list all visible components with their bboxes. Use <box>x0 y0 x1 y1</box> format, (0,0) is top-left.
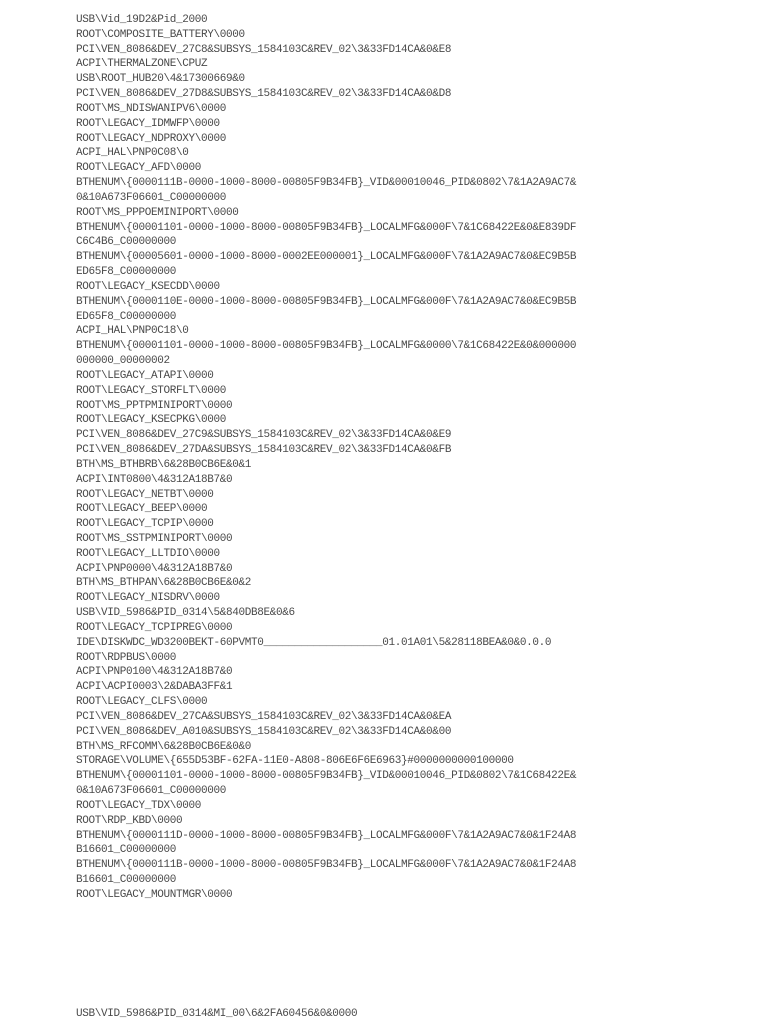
device-id-line: ROOT\LEGACY_TDX\0000 <box>76 799 202 812</box>
device-id-line: 0&10A673F06601_C00000000 <box>76 191 227 204</box>
device-id-line: B16601_C00000000 <box>76 844 177 857</box>
device-id-line: ROOT\LEGACY_ATAPI\0000 <box>76 369 214 382</box>
device-id-line: BTHENUM\{0000111B-0000-1000-8000-00805F9B34FB}_LOCALMFG&000F\7&1A2A9AC7&0&1F24A8 <box>76 859 577 872</box>
device-id-list <box>76 13 756 903</box>
device-id-line: BTHENUM\{0000110E-0000-1000-8000-00805F9B34FB}_LOCALMFG&000F\7&1A2A9AC7&0&EC9B5B <box>76 295 577 308</box>
device-id-line: ROOT\MS_NDISWANIPV6\0000 <box>76 102 227 115</box>
device-id-line: ACPI\PNP0000\4&312A18B7&0 <box>76 562 233 575</box>
device-id-line: ROOT\MS_PPPOEMINIPORT\0000 <box>76 206 239 219</box>
device-id-line: ED65F8_C00000000 <box>76 310 177 323</box>
device-id-line: BTH\MS_BTHPAN\6&28B0CB6E&0&2 <box>76 577 252 590</box>
device-id-line: PCI\VEN_8086&DEV_27C9&SUBSYS_1584103C&REV_02\3&33FD14CA&0&E9 <box>76 429 452 442</box>
device-id-line: BTHENUM\{0000111D-0000-1000-8000-00805F9B34FB}_LOCALMFG&000F\7&1A2A9AC7&0&1F24A8 <box>76 829 577 842</box>
device-id-line: ACPI\THERMALZONE\CPUZ <box>76 58 208 71</box>
device-id-line: ROOT\MS_PPTPMINIPORT\0000 <box>76 399 233 412</box>
device-id-line: BTH\MS_BTHBRB\6&28B0CB6E&0&1 <box>76 458 252 471</box>
device-id-line: ROOT\LEGACY_IDMWFP\0000 <box>76 117 220 130</box>
device-id-line: ROOT\MS_SSTPMINIPORT\0000 <box>76 532 233 545</box>
device-id-line: ROOT\RDPBUS\0000 <box>76 651 177 664</box>
device-id-line: ROOT\LEGACY_AFD\0000 <box>76 162 202 175</box>
device-id-line: ROOT\LEGACY_KSECPKG\0000 <box>76 414 227 427</box>
device-id-line: BTHENUM\{0000111B-0000-1000-8000-00805F9B34FB}_VID&00010046_PID&0802\7&1A2A9AC7& <box>76 177 577 190</box>
device-id-line: ROOT\RDP_KBD\0000 <box>76 814 183 827</box>
device-id-line: ROOT\LEGACY_STORFLT\0000 <box>76 384 227 397</box>
device-id-line: PCI\VEN_8086&DEV_27C8&SUBSYS_1584103C&REV_02\3&33FD14CA&0&E8 <box>76 43 452 56</box>
device-id-line: ROOT\LEGACY_TCPIPREG\0000 <box>76 621 233 634</box>
device-id-line: USB\VID_5986&PID_0314\5&840DB8E&0&6 <box>76 607 295 620</box>
device-id-line: ROOT\LEGACY_NETBT\0000 <box>76 488 214 501</box>
device-id-line: B16601_C00000000 <box>76 874 177 887</box>
footer-device-id: USB\VID_5986&PID_0314&MI_00\6&2FA60456&0&0000 <box>76 1008 358 1020</box>
device-id-line: ROOT\LEGACY_TCPIP\0000 <box>76 518 214 531</box>
device-id-line: BTHENUM\{00005601-0000-1000-8000-0002EE000001}_LOCALMFG&000F\7&1A2A9AC7&0&EC9B5B <box>76 251 577 264</box>
device-id-line: STORAGE\VOLUME\{655D53BF-62FA-11E0-A808-806E6F6E6963}#0000000000100000 <box>76 755 514 768</box>
device-id-line: ROOT\LEGACY_CLFS\0000 <box>76 696 208 709</box>
device-id-line: ROOT\LEGACY_NISDRV\0000 <box>76 592 220 605</box>
device-id-line: ACPI\INT0800\4&312A18B7&0 <box>76 473 233 486</box>
device-id-line: 0&10A673F06601_C00000000 <box>76 785 227 798</box>
device-id-line: USB\ROOT_HUB20\4&17300669&0 <box>76 73 245 86</box>
device-id-line: ROOT\LEGACY_MOUNTMGR\0000 <box>76 888 233 901</box>
device-id-line: PCI\VEN_8086&DEV_27CA&SUBSYS_1584103C&REV_02\3&33FD14CA&0&EA <box>76 710 452 723</box>
device-id-line: BTHENUM\{00001101-0000-1000-8000-00805F9B34FB}_VID&00010046_PID&0802\7&1C68422E& <box>76 770 577 783</box>
device-id-line: ROOT\LEGACY_KSECDD\0000 <box>76 280 220 293</box>
device-id-line: BTHENUM\{00001101-0000-1000-8000-00805F9B34FB}_LOCALMFG&000F\7&1C68422E&0&E839DF <box>76 221 577 234</box>
device-id-line: C6C4B6_C00000000 <box>76 236 177 249</box>
device-id-line: USB\Vid_19D2&Pid_2000 <box>76 14 208 26</box>
device-id-line: ROOT\LEGACY_NDPROXY\0000 <box>76 132 227 145</box>
device-id-line: ROOT\COMPOSITE_BATTERY\0000 <box>76 28 245 41</box>
device-id-line: PCI\VEN_8086&DEV_A010&SUBSYS_1584103C&REV_02\3&33FD14CA&0&00 <box>76 725 452 738</box>
device-id-line: ACPI\PNP0100\4&312A18B7&0 <box>76 666 233 679</box>
device-id-line: IDE\DISKWDC_WD3200BEKT-60PVMT0___________________01.01A01\5&28118BEA&0&0.0.0 <box>76 636 552 649</box>
device-id-line: ROOT\LEGACY_BEEP\0000 <box>76 503 208 516</box>
device-id-line: ACPI_HAL\PNP0C08\0 <box>76 147 189 160</box>
device-id-line: ACPI\ACPI0003\2&DABA3FF&1 <box>76 681 233 694</box>
device-id-line: 000000_00000002 <box>76 355 170 368</box>
device-id-line: PCI\VEN_8086&DEV_27DA&SUBSYS_1584103C&REV_02\3&33FD14CA&0&FB <box>76 444 452 457</box>
device-id-line: BTH\MS_RFCOMM\6&28B0CB6E&0&0 <box>76 740 252 753</box>
device-id-line: ROOT\LEGACY_LLTDIO\0000 <box>76 547 220 560</box>
device-id-line: ED65F8_C00000000 <box>76 266 177 279</box>
device-id-line: ACPI_HAL\PNP0C18\0 <box>76 325 189 338</box>
device-id-line: PCI\VEN_8086&DEV_27D8&SUBSYS_1584103C&REV_02\3&33FD14CA&0&D8 <box>76 88 452 101</box>
device-id-line: BTHENUM\{00001101-0000-1000-8000-00805F9B34FB}_LOCALMFG&0000\7&1C68422E&0&000000 <box>76 340 577 353</box>
